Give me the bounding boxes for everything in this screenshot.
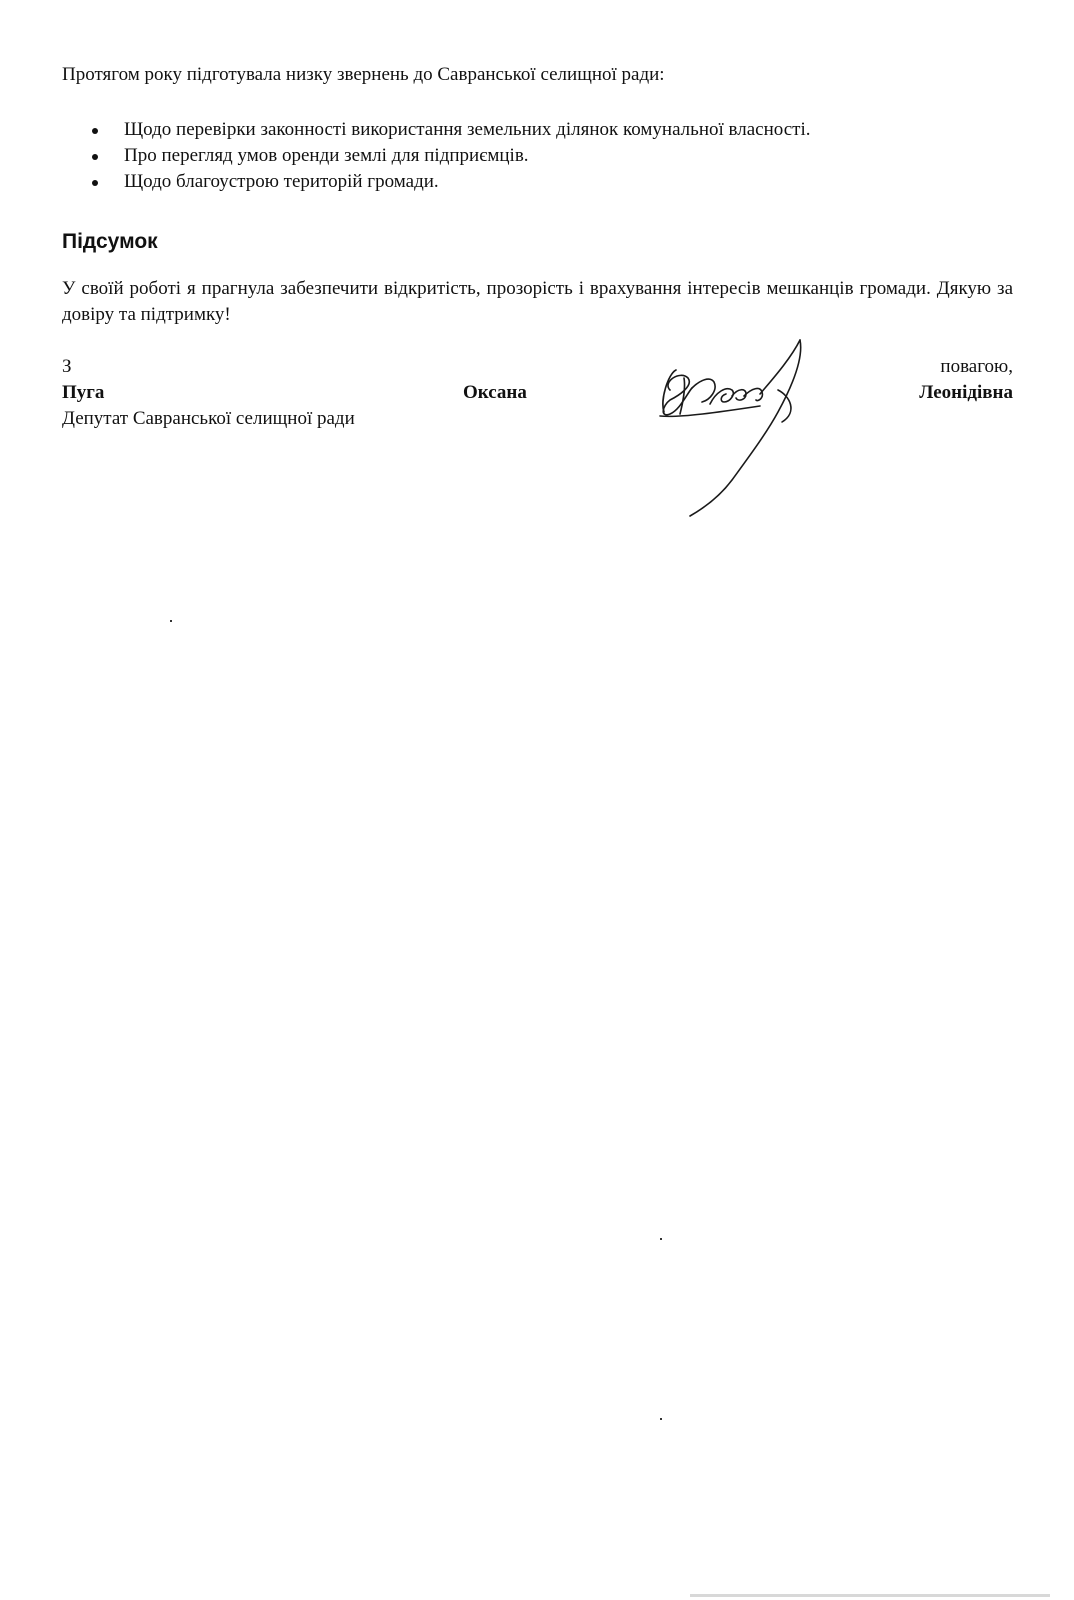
signer-position: Депутат Савранської селищної ради <box>62 408 355 429</box>
list-item-text: Щодо благоустрою територій громади. <box>124 171 439 192</box>
closing-left-word: З <box>62 356 72 377</box>
signature-icon <box>640 330 830 520</box>
signer-surname: Пуга <box>62 382 105 403</box>
list-item <box>90 143 811 169</box>
scan-artifact <box>660 1238 662 1240</box>
summary-paragraph: У своїй роботі я прагнула забезпечити відкритість, прозорість і врахування інтересів мешканців громади. Дякую за довіру та підтримку! <box>62 278 1013 325</box>
bullet-icon <box>92 154 98 160</box>
summary-heading: Підсумок <box>62 230 158 253</box>
appeals-list <box>90 117 811 195</box>
scan-artifact <box>170 620 172 622</box>
signer-patronymic: Леонідівна <box>919 382 1013 403</box>
intro-paragraph: Протягом року підготувала низку звернень до Савранської селищної ради: <box>62 64 665 85</box>
scan-edge <box>690 1594 1050 1597</box>
bullet-icon <box>92 128 98 134</box>
list-item-text: Щодо перевірки законності використання земельних ділянок комунальної власності. <box>124 119 811 140</box>
list-item-text: Про перегляд умов оренди землі для підприємців. <box>124 145 529 166</box>
list-item <box>90 169 811 195</box>
signer-first-name: Оксана <box>463 382 527 403</box>
scan-artifact <box>660 1418 662 1420</box>
closing-right-word: повагою, <box>940 356 1013 377</box>
bullet-icon <box>92 180 98 186</box>
list-item <box>90 117 811 143</box>
